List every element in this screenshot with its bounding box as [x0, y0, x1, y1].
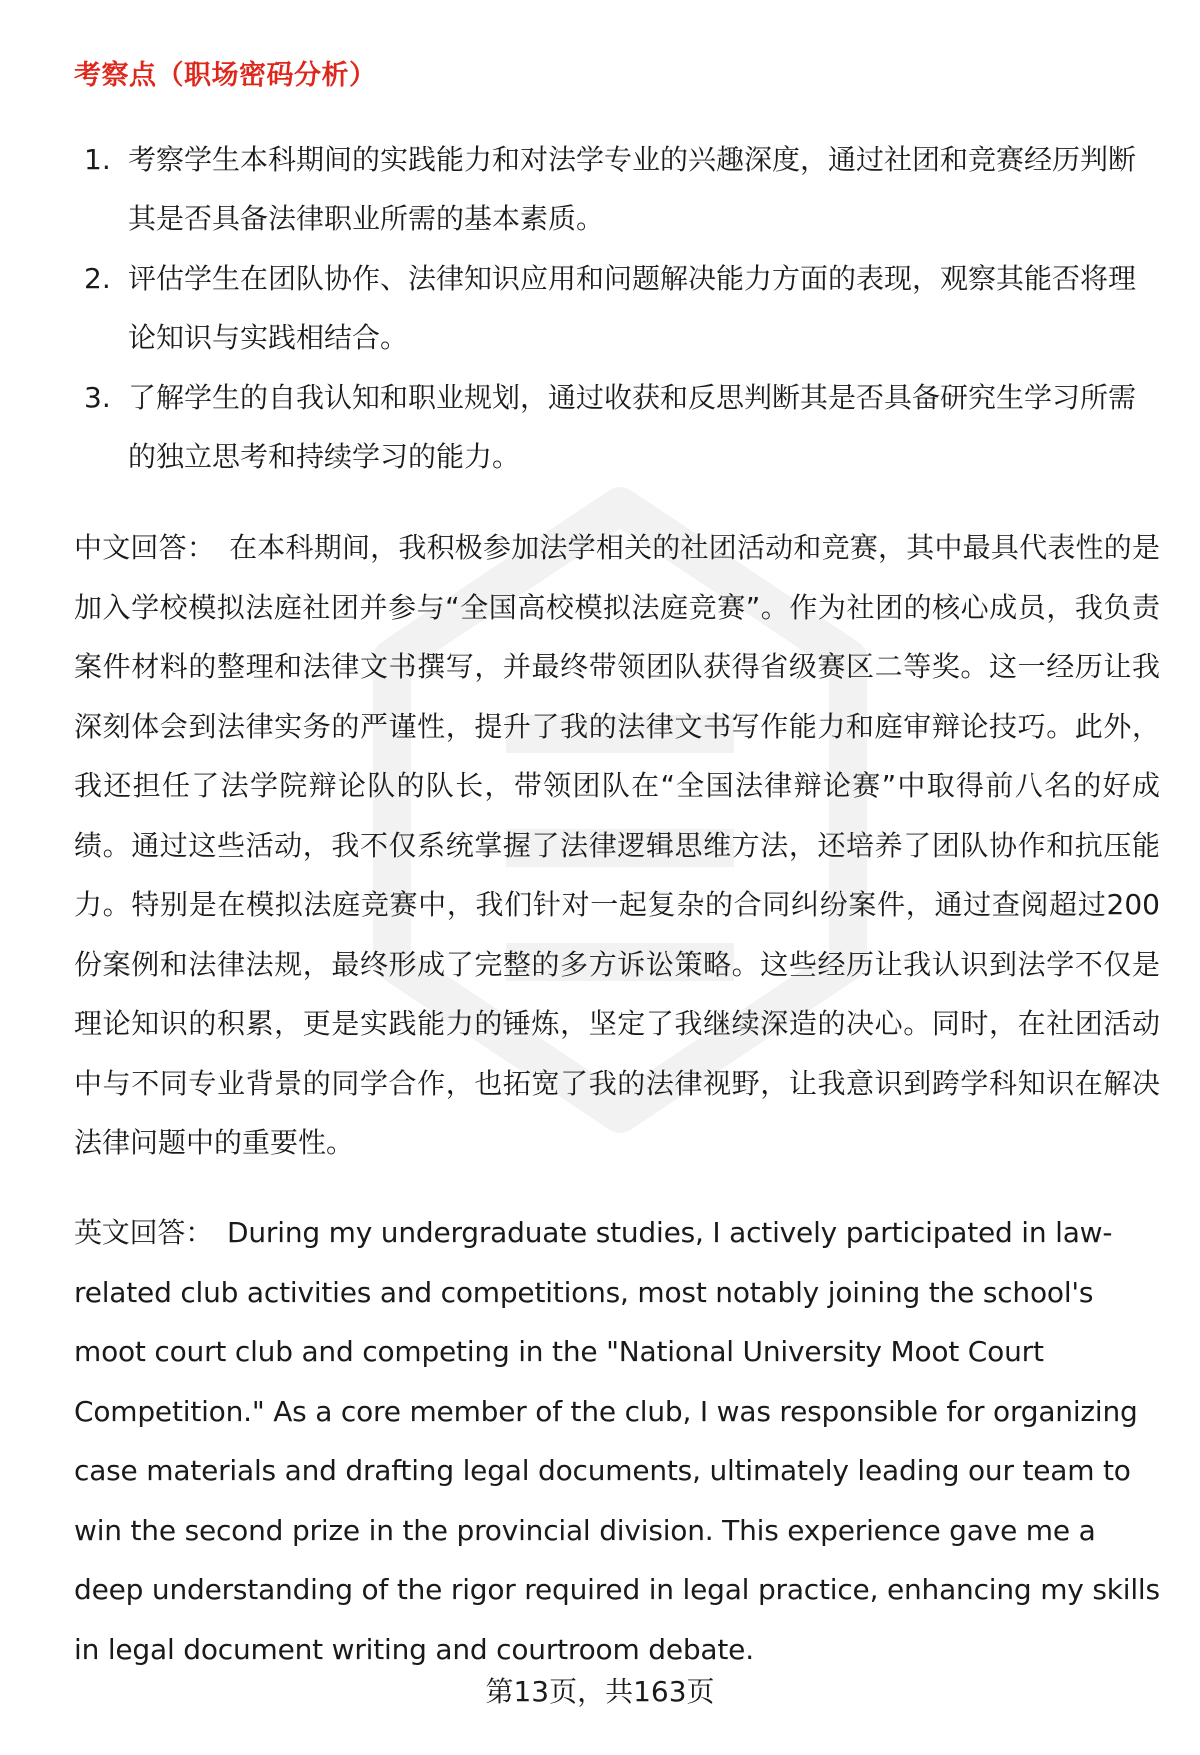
list-item-text: 考察学生本科期间的实践能力和对法学专业的兴趣深度，通过社团和竞赛经历判断其是否具备法律职业所需的基本素质。	[128, 143, 1137, 235]
list-item	[74, 130, 1154, 248]
section-title: 考察点（职场密码分析）	[74, 60, 377, 91]
list-item-number: 3.	[84, 381, 111, 414]
list-item	[74, 249, 1154, 367]
english-answer-paragraph	[74, 1203, 1160, 1679]
english-answer-text: During my undergraduate studies, I actively participated in law-related club activities and competitions, most notably joining the school's moot court club and competing in the "National University Moot Court Competition." As a core member of the club, I was responsible for organizing case materials and drafting legal documents, ultimately leading our team to win the second prize in the provincial division. This experience gave me a deep understanding of the rigor required in legal practice, enhancing my skills in legal document writing and courtroom debate.	[74, 1216, 1160, 1666]
english-answer-label: 英文回答：	[74, 1216, 214, 1249]
chinese-answer-label: 中文回答：	[74, 531, 216, 564]
list-item-text: 评估学生在团队协作、法律知识应用和问题解决能力方面的表现，观察其能否将理论知识与实践相结合。	[128, 262, 1137, 354]
chinese-answer-text: 在本科期间，我积极参加法学相关的社团活动和竞赛，其中最具代表性的是加入学校模拟法庭社团并参与“全国高校模拟法庭竞赛”。作为社团的核心成员，我负责案件材料的整理和法律文书撰写，并最终带领团队获得省级赛区二等奖。这一经历让我深刻体会到法律实务的严谨性，提升了我的法律文书写作能力和庭审辩论技巧。此外，我还担任了法学院辩论队的队长，带领团队在“全国法律辩论赛”中取得前八名的好成绩。通过这些活动，我不仅系统掌握了法律逻辑思维方法，还培养了团队协作和抗压能力。特别是在模拟法庭竞赛中，我们针对一起复杂的合同纠纷案件，通过查阅超过200份案例和法律法规，最终形成了完整的多方诉讼策略。这些经历让我认识到法学不仅是理论知识的积累，更是实践能力的锤炼，坚定了我继续深造的决心。同时，在社团活动中与不同专业背景的同学合作，也拓宽了我的法律视野，让我意识到跨学科知识在解决法律问题中的重要性。	[74, 531, 1160, 1159]
list-item-number: 2.	[84, 262, 111, 295]
page-number-footer: 第13页，共163页	[485, 1675, 715, 1708]
assessment-points-list	[74, 130, 1154, 487]
list-item-text: 了解学生的自我认知和职业规划，通过收获和反思判断其是否具备研究生学习所需的独立思考和持续学习的能力。	[128, 381, 1137, 473]
list-item	[74, 368, 1154, 486]
list-item-number: 1.	[84, 143, 111, 176]
chinese-answer-paragraph	[74, 518, 1160, 1173]
